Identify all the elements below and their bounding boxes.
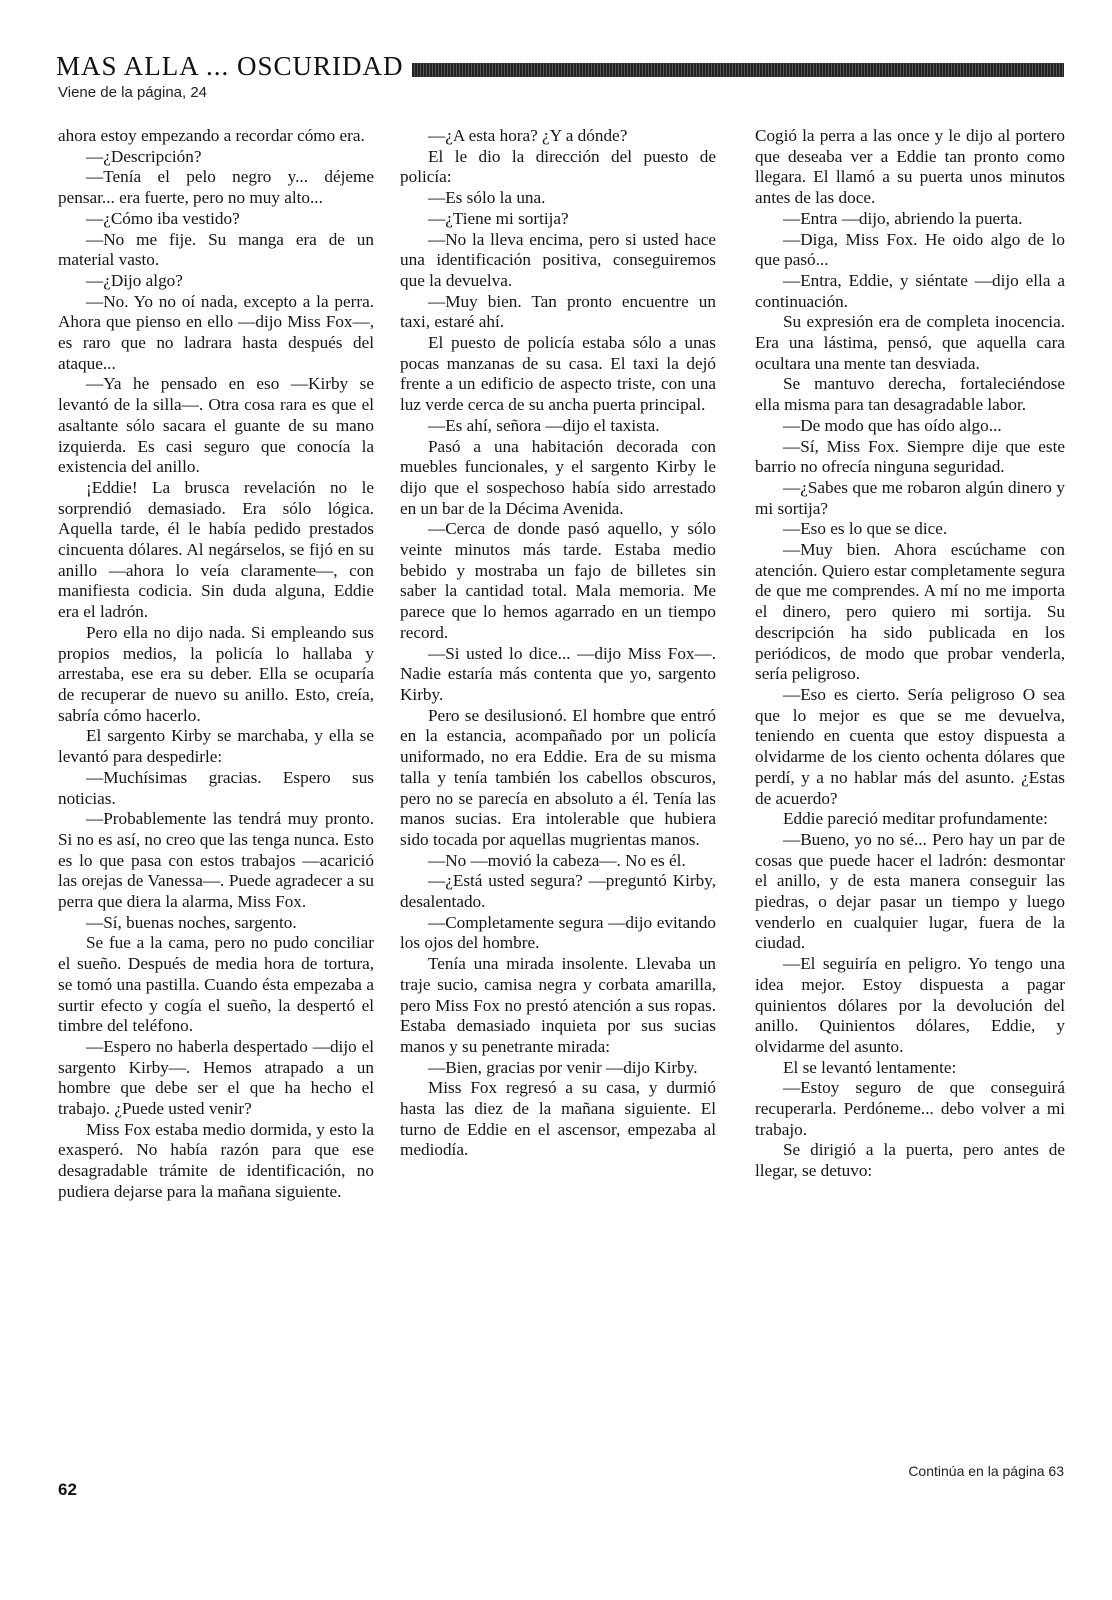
article-title: MAS ALLA ... OSCURIDAD [56, 51, 404, 81]
paragraph: —Completamente segura —dijo evitando los ojos del hombre. [400, 912, 716, 953]
paragraph: —No —movió la cabeza—. No es él. [428, 850, 686, 870]
running-header [56, 44, 1064, 80]
paragraph: —¿Tiene mi sortija? [428, 208, 569, 228]
paragraph: —¿Descripción? [86, 146, 202, 166]
paragraph: —Sí, Miss Fox. Siempre dije que este barrio no ofrecía ninguna seguridad. [755, 436, 1065, 477]
paragraph: —Espero no haberla despertado —dijo el sargento Kirby—. Hemos atrapado a un hombre que debe ser el que ha hecho el trabajo. ¿Puede usted venir? [58, 1036, 374, 1119]
paragraph: —Bien, gracias por venir —dijo Kirby. [428, 1057, 698, 1077]
paragraph: ¡Eddie! La brusca revelación no le sorprendió demasiado. Era sólo lógica. Aquella tarde, él le había pedido prestados cincuenta dólares. Al negárselos, se fijó en su anillo —ahora lo veía claramente—, con manifiesta codicia. Sin duda alguna, Eddie era el ladrón. [58, 477, 374, 622]
paragraph: —¿Sabes que me robaron algún dinero y mi sortija? [755, 477, 1065, 518]
text-column-1 [58, 126, 374, 1203]
paragraph: —Tenía el pelo negro y... déjeme pensar... era fuerte, pero no muy alto... [58, 167, 374, 208]
paragraph: —No la lleva encima, pero si usted hace una identificación positiva, conseguiremos que la devuelva. [400, 229, 716, 290]
paragraph: El se levantó lentamente: [783, 1057, 957, 1077]
paragraph: —¿Dijo algo? [86, 270, 183, 290]
paragraph: —Muy bien. Ahora escúchame con atención. Quiero estar completamente segura de que me comprendes. A mí no me importa el dinero, pero quiero mi sortija. Su descripción ha sido publicada en los periódicos, de modo que probar venderla, sería peligroso. [755, 540, 1065, 684]
paragraph: Pero se desilusionó. El hombre que entró en la estancia, acompañado por un policía uniformado, no era Eddie. Era de su misma talla y tenía también los cabellos obscuros, pero no se parecía en absoluto a él. Tenía las manos sucias. Era intolerable que hubiera sido tocada por aquellas mugrientas manos. [400, 705, 716, 849]
page-number: 62 [58, 1480, 77, 1499]
paragraph: El puesto de policía estaba sólo a unas pocas manzanas de su casa. El taxi la dejó frente a un edificio de aspecto triste, con una luz verde cerca de su ancha puerta principal. [400, 333, 716, 415]
paragraph: —Sí, buenas noches, sargento. [86, 912, 297, 932]
paragraph: Se dirigió a la puerta, pero antes de llegar, se detuvo: [755, 1140, 1065, 1181]
paragraph: —Eso es lo que se dice. [783, 519, 948, 539]
paragraph: Eddie pareció meditar profundamente: [783, 809, 1048, 829]
paragraph: Cogió la perra a las once y le dijo al portero que deseaba ver a Eddie tan pronto como llegara. El llamó a su puerta unos minutos antes de las doce. [755, 126, 1065, 208]
paragraph: —¿Cómo iba vestido? [86, 208, 240, 228]
paragraph: El le dio la dirección del puesto de policía: [400, 146, 716, 187]
paragraph: —Es ahí, señora —dijo el taxista. [428, 415, 660, 435]
paragraph: —Si usted lo dice... —dijo Miss Fox—. Nadie estaría más contenta que yo, sargento Kirby. [400, 643, 716, 704]
paragraph: Pasó a una habitación decorada con muebles funcionales, y el sargento Kirby le dijo que el sospechoso había sido arrestado en un bar de la Décima Avenida. [400, 436, 716, 518]
paragraph: Se mantuvo derecha, fortaleciéndose ella misma para tan desagradable labor. [755, 374, 1065, 415]
paragraph: Pero ella no dijo nada. Si empleando sus propios medios, la policía lo hallaba y arrestaba, ese era su deber. Ella se ocuparía de recuperar de nuevo su anillo. Esto, creía, sabría cómo hacerlo. [58, 622, 374, 725]
text-column-2 [400, 126, 716, 1161]
paragraph: —Bueno, yo no sé... Pero hay un par de cosas que puede hacer el ladrón: desmontar el anillo, y de esta manera conseguir las piedras, o dejar pasar un tiempo y luego venderlo en cualquier lugar, fuera de la ciudad. [755, 829, 1065, 953]
paragraph: —Estoy seguro de que conseguirá recuperarla. Perdóneme... debo volver a mi trabajo. [755, 1078, 1065, 1139]
paragraph: ahora estoy empezando a recordar cómo era. [58, 126, 365, 145]
paragraph: —Entra, Eddie, y siéntate —dijo ella a continuación. [755, 270, 1065, 311]
paragraph: —Eso es cierto. Sería peligroso O sea que lo mejor es que se me devuelva, teniendo en cuenta que estoy dispuesta a olvidarme de los ciento ochenta dólares que perdí, y a no hablar más del asunto. ¿Estas de acuerdo? [755, 684, 1065, 808]
paragraph: —Cerca de donde pasó aquello, y sólo veinte minutos más tarde. Estaba medio bebido y mostraba un fajo de billetes sin saber la cantidad total. Mala memoria. Me parece que lo hemos agarrado en un tiempo record. [400, 519, 716, 642]
paragraph: Su expresión era de completa inocencia. Era una lástima, pensó, que aquella cara ocultara una mente tan desviada. [755, 312, 1065, 373]
paragraph: —Probablemente las tendrá muy pronto. Si no es así, no creo que las tenga nunca. Esto es lo que pasa con estos trabajos —acarició las orejas de Vanessa—. Puede agradecer a su perra que diera la alarma, Miss Fox. [58, 809, 374, 912]
paragraph: Miss Fox regresó a su casa, y durmió hasta las diez de la mañana siguiente. El turno de Eddie en el ascensor, empezaba al mediodía. [400, 1078, 716, 1160]
paragraph: Miss Fox estaba medio dormida, y esto la exasperó. No había razón para que ese desagradable trámite de identificación, no pudiera dejarse para la mañana siguiente. [58, 1119, 374, 1201]
paragraph: —Es sólo la una. [428, 188, 546, 208]
paragraph: —Diga, Miss Fox. He oido algo de lo que pasó... [755, 229, 1065, 270]
paragraph: —No me fije. Su manga era de un material vasto. [58, 229, 374, 270]
paragraph: —No. Yo no oí nada, excepto a la perra. Ahora que pienso en ello —dijo Miss Fox—, es raro que no ladrara hasta después del ataque... [58, 291, 374, 373]
paragraph: El sargento Kirby se marchaba, y ella se levantó para despedirle: [58, 726, 374, 767]
paragraph: —¿A esta hora? ¿Y a dónde? [428, 126, 628, 145]
continued-on-note: Continúa en la página 63 [908, 1463, 1064, 1479]
paragraph: —De modo que has oído algo... [783, 415, 1002, 435]
continued-from-note: Viene de la página, 24 [58, 84, 208, 101]
header-rule [412, 63, 1064, 77]
paragraph: —El seguiría en peligro. Yo tengo una idea mejor. Estoy dispuesta a pagar quinientos dólares por la devolución del anillo. Quinientos dólares, Eddie, y olvidarme del asunto. [755, 954, 1065, 1056]
paragraph: —Entra —dijo, abriendo la puerta. [783, 208, 1023, 228]
paragraph: —Ya he pensado en eso —Kirby se levantó de la silla—. Otra cosa rara es que el asaltante sólo sacara el guante de su mano izquierda. Es casi seguro que conocía la existencia del anillo. [58, 374, 374, 477]
text-column-3 [755, 126, 1065, 1182]
paragraph: —Muy bien. Tan pronto encuentre un taxi, estaré ahí. [400, 291, 716, 332]
paragraph: —Muchísimas gracias. Espero sus noticias. [58, 767, 374, 808]
paragraph: Tenía una mirada insolente. Llevaba un traje sucio, camisa negra y corbata amarilla, pero Miss Fox no prestó atención a sus ropas. Estaba demasiado inquieta por sus sucias manos y su penetrante mirada: [400, 954, 716, 1056]
paragraph: Se fue a la cama, pero no pudo conciliar el sueño. Después de media hora de tortura, se tomó una pastilla. Cuando ésta empezaba a surtir efecto y cogía el sueño, la despertó el timbre del teléfono. [58, 933, 374, 1036]
paragraph: —¿Está usted segura? —preguntó Kirby, desalentado. [400, 871, 716, 912]
